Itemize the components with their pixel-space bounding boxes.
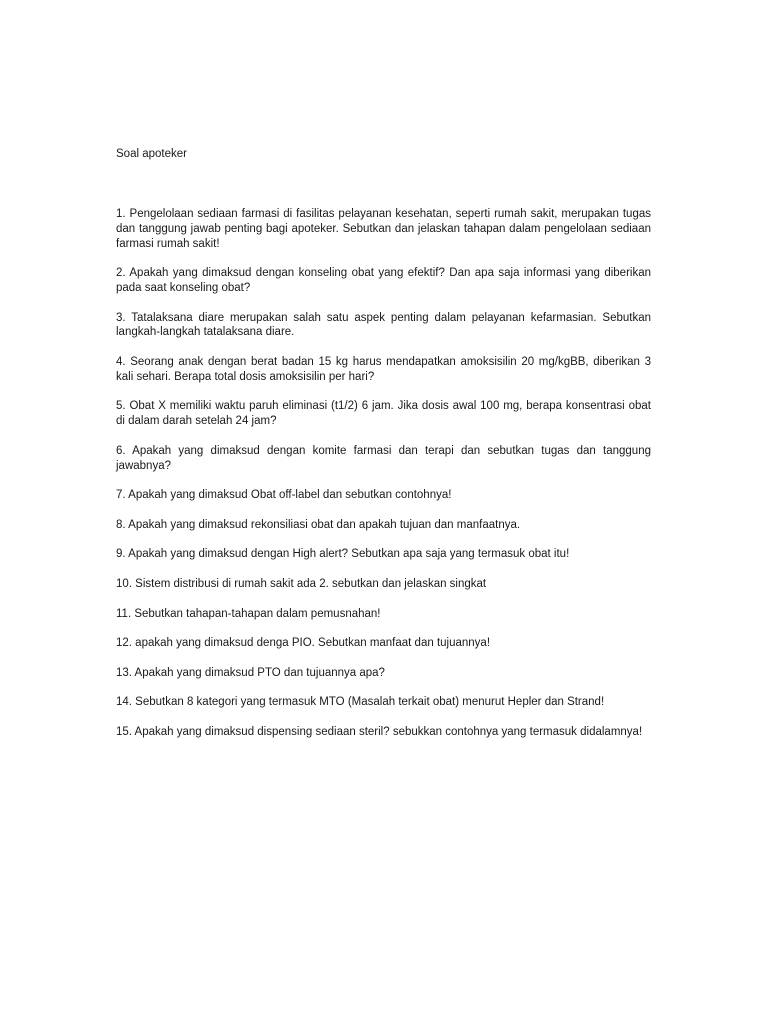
question-14: 14. Sebutkan 8 kategori yang termasuk MTO (Masalah terkait obat) menurut Hepler dan Strand! bbox=[116, 696, 605, 709]
question-2: 2. Apakah yang dimaksud dengan konseling obat yang efektif? Dan apa saja informasi yang diberikan pada saat konseling obat? bbox=[116, 267, 651, 294]
document-title: Soal apoteker bbox=[116, 148, 187, 160]
question-8: 8. Apakah yang dimaksud rekonsiliasi obat dan apakah tujuan dan manfaatnya. bbox=[116, 518, 521, 531]
question-12: 12. apakah yang dimaksud denga PIO. Sebutkan manfaat dan tujuannya! bbox=[116, 637, 491, 650]
question-9: 9. Apakah yang dimaksud dengan High alert? Sebutkan apa saja yang termasuk obat itu! bbox=[116, 548, 570, 561]
question-11: 11. Sebutkan tahapan-tahapan dalam pemusnahan! bbox=[116, 607, 381, 620]
question-1: 1. Pengelolaan sediaan farmasi di fasilitas pelayanan kesehatan, seperti rumah sakit, merupakan tugas dan tanggung jawab penting bagi apoteker. Sebutkan dan jelaskan tahapan dalam pengelolaan sediaan farmasi rumah sakit! bbox=[116, 208, 651, 250]
question-4: 4. Seorang anak dengan berat badan 15 kg harus mendapatkan amoksisilin 20 mg/kgBB, diberikan 3 kali sehari. Berapa total dosis amoksisilin per hari? bbox=[116, 355, 651, 383]
question-5: 5. Obat X memiliki waktu paruh eliminasi (t1/2) 6 jam. Jika dosis awal 100 mg, berapa konsentrasi obat di dalam darah setelah 24 jam? bbox=[116, 400, 651, 428]
question-10: 10. Sistem distribusi di rumah sakit ada 2. sebutkan dan jelaskan singkat bbox=[116, 577, 487, 590]
question-list bbox=[116, 207, 651, 754]
question-6: 6. Apakah yang dimaksud dengan komite farmasi dan terapi dan sebutkan tugas dan tanggung jawabnya? bbox=[116, 444, 651, 472]
question-7: 7. Apakah yang dimaksud Obat off-label dan sebutkan contohnya! bbox=[116, 489, 452, 502]
question-15: 15. Apakah yang dimaksud dispensing sediaan steril? sebukkan contohnya yang termasuk didalamnya! bbox=[116, 725, 643, 738]
question-13: 13. Apakah yang dimaksud PTO dan tujuannya apa? bbox=[116, 666, 385, 679]
question-3: 3. Tatalaksana diare merupakan salah satu aspek penting dalam pelayanan kefarmasian. Sebutkan langkah-langkah tatalaksana diare. bbox=[116, 311, 651, 339]
